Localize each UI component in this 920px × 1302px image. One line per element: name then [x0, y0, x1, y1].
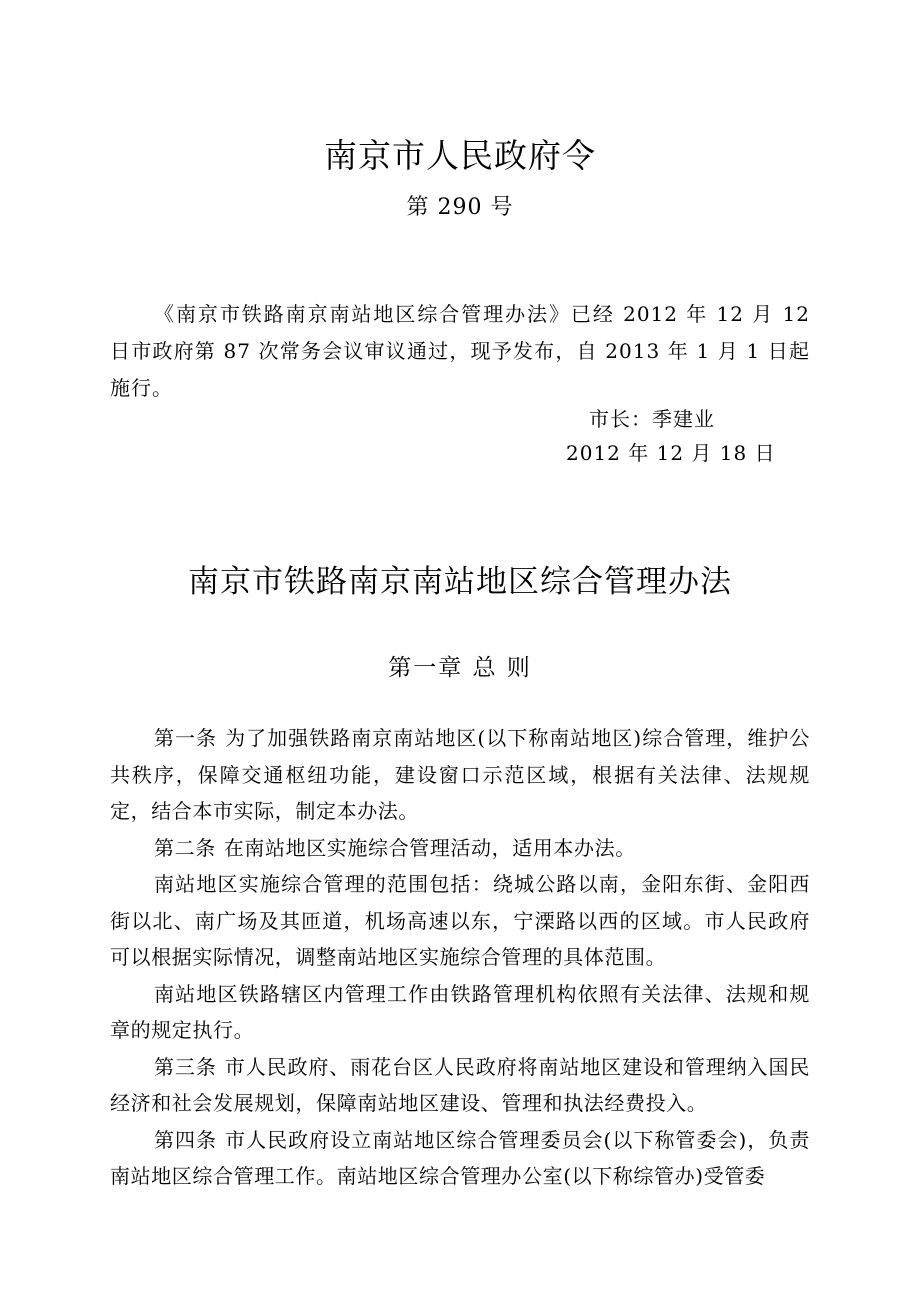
- mayor-signature-line: 市长：季建业: [589, 407, 715, 431]
- article-text: 在南站地区实施综合管理活动，适用本办法。: [223, 835, 636, 860]
- chapter-heading: 第一章 总 则: [388, 655, 532, 681]
- article-paragraph: [110, 1122, 810, 1195]
- article-label: 第二条: [154, 835, 216, 860]
- article-text: 南站地区实施综合管理的范围包括：绕城公路以南，金阳东街、金阳西街以北、南广场及其匝道，机场高速以东，宁溧路以西的区域。市人民政府可以根据实际情况，调整南站地区实施综合管理的具体范围。: [110, 872, 810, 969]
- regulation-title: 南京市铁路南京南站地区综合管理办法: [188, 564, 732, 600]
- article-paragraph: [110, 830, 810, 867]
- signature-date: 2012 年 12 月 18 日: [566, 441, 776, 465]
- article-label: 第三条: [154, 1054, 217, 1079]
- article-paragraph: [110, 866, 810, 976]
- article-label: 第四条: [154, 1127, 218, 1152]
- article-text: 南站地区铁路辖区内管理工作由铁路管理机构依照有关法律、法规和规章的规定执行。: [110, 981, 810, 1042]
- decree-title: 南京市人民政府令: [324, 136, 596, 175]
- article-label: 第一条: [154, 726, 218, 750]
- decree-number: 第 290 号: [406, 195, 514, 220]
- article-text: 市人民政府设立南站地区综合管理委员会(以下称管委会)，负责南站地区综合管理工作。南站地区综合管理办公室(以下称综管办)受管委: [110, 1127, 810, 1188]
- article-text: 为了加强铁路南京南站地区(以下称南站地区)综合管理，维护公共秩序，保障交通枢纽功能，建设窗口示范区域，根据有关法律、法规规定，结合本市实际，制定本办法。: [110, 726, 810, 823]
- article-paragraph: [110, 1049, 810, 1122]
- regulation-body: [110, 720, 810, 1195]
- article-text: 市人民政府、雨花台区人民政府将南站地区建设和管理纳入国民经济和社会发展规划，保障南站地区建设、管理和执法经费投入。: [110, 1054, 810, 1115]
- article-paragraph: [110, 976, 810, 1049]
- article-paragraph: [110, 720, 810, 830]
- promulgation-text: 《南京市铁路南京南站地区综合管理办法》已经 2012 年 12 月 12 日市政府第 87 次常务会议审议通过，现予发布，自 2013 年 1 月 1 日起施行。: [110, 302, 810, 400]
